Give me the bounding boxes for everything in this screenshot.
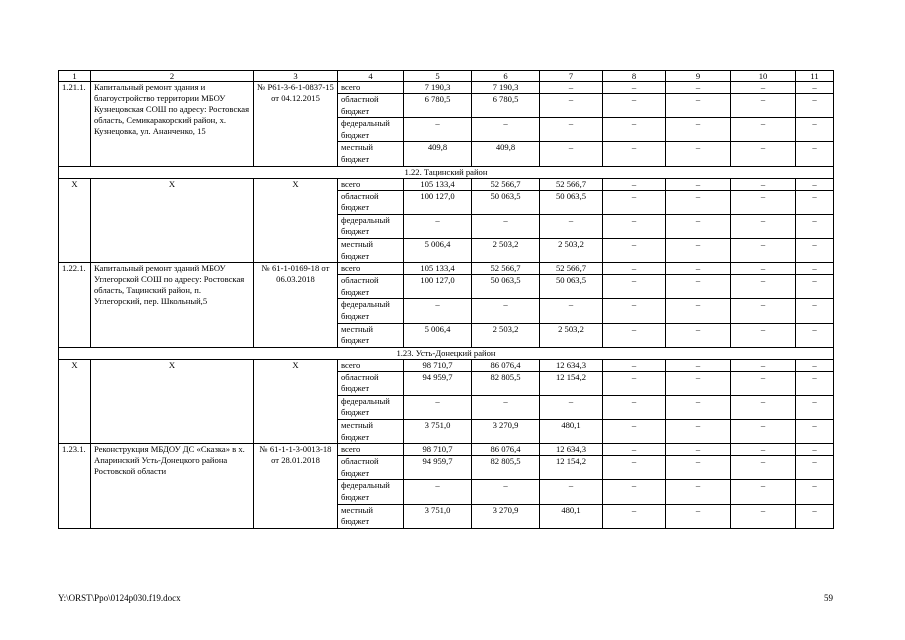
dash-cell: – <box>731 420 796 444</box>
budget-label: федеральный бюджет <box>338 480 404 504</box>
object-name: Капитальный ремонт здания и благоустройство территории МБОУ Кузнецовская СОШ по адресу: Ростовская область, Семикаракорский район, х. Кузнецовка, ул. Ананченко, 15 <box>91 82 254 167</box>
dash-cell: – <box>404 299 472 323</box>
budget-label: областной бюджет <box>338 275 404 299</box>
budget-label: всего <box>338 263 404 275</box>
object-name: Капитальный ремонт зданий МБОУ Углегорской СОШ по адресу: Ростовская область, Тацинский район, п. Углегорский, пер. Школьный,5 <box>91 263 254 348</box>
section-row <box>59 347 834 359</box>
dash-cell: – <box>666 480 731 504</box>
dash-cell: – <box>666 275 731 299</box>
x-marker: Х <box>254 359 338 444</box>
header-cell: 10 <box>731 71 796 82</box>
dash-cell: – <box>731 178 796 190</box>
dash-cell: – <box>666 263 731 275</box>
value-cell: 2 503,2 <box>540 238 603 262</box>
value-cell: 5 006,4 <box>404 323 472 347</box>
value-cell: 52 566,7 <box>472 263 540 275</box>
budget-label: местный бюджет <box>338 420 404 444</box>
budget-label: областной бюджет <box>338 190 404 214</box>
dash-cell: – <box>731 142 796 166</box>
dash-cell: – <box>472 118 540 142</box>
budget-label: федеральный бюджет <box>338 299 404 323</box>
row-number: 1.21.1. <box>59 82 91 167</box>
dash-cell: – <box>731 299 796 323</box>
value-cell: 100 127,0 <box>404 190 472 214</box>
dash-cell: – <box>796 444 834 456</box>
dash-cell: – <box>796 371 834 395</box>
value-cell: 12 634,3 <box>540 444 603 456</box>
budget-table <box>58 70 834 529</box>
value-cell: 52 566,7 <box>540 178 603 190</box>
dash-cell: – <box>603 214 666 238</box>
dash-cell: – <box>603 359 666 371</box>
table-row <box>59 359 834 371</box>
dash-cell: – <box>472 214 540 238</box>
dash-cell: – <box>603 118 666 142</box>
value-cell: 6 780,5 <box>472 94 540 118</box>
dash-cell: – <box>731 94 796 118</box>
header-cell: 8 <box>603 71 666 82</box>
dash-cell: – <box>666 456 731 480</box>
dash-cell: – <box>666 395 731 419</box>
dash-cell: – <box>731 395 796 419</box>
dash-cell: – <box>472 480 540 504</box>
dash-cell: – <box>603 142 666 166</box>
dash-cell: – <box>796 238 834 262</box>
row-number: 1.23.1. <box>59 444 91 529</box>
dash-cell: – <box>666 238 731 262</box>
budget-label: федеральный бюджет <box>338 214 404 238</box>
dash-cell: – <box>666 214 731 238</box>
dash-cell: – <box>666 190 731 214</box>
budget-label: местный бюджет <box>338 142 404 166</box>
value-cell: 105 133,4 <box>404 263 472 275</box>
header-cell: 5 <box>404 71 472 82</box>
budget-label: местный бюджет <box>338 323 404 347</box>
value-cell: 98 710,7 <box>404 359 472 371</box>
dash-cell: – <box>603 82 666 94</box>
dash-cell: – <box>666 94 731 118</box>
dash-cell: – <box>472 299 540 323</box>
value-cell: 2 503,2 <box>472 238 540 262</box>
dash-cell: – <box>666 118 731 142</box>
budget-label: областной бюджет <box>338 456 404 480</box>
header-cell: 11 <box>796 71 834 82</box>
header-cell: 1 <box>59 71 91 82</box>
document-ref: № Р61-3-6-1-0837-15 от 04.12.2015 <box>254 82 338 167</box>
dash-cell: – <box>796 480 834 504</box>
dash-cell: – <box>731 456 796 480</box>
header-cell: 6 <box>472 71 540 82</box>
dash-cell: – <box>796 456 834 480</box>
dash-cell: – <box>540 395 603 419</box>
value-cell: 480,1 <box>540 504 603 528</box>
dash-cell: – <box>603 456 666 480</box>
dash-cell: – <box>731 118 796 142</box>
value-cell: 3 270,9 <box>472 420 540 444</box>
dash-cell: – <box>540 118 603 142</box>
value-cell: 50 063,5 <box>472 190 540 214</box>
dash-cell: – <box>603 395 666 419</box>
header-cell: 7 <box>540 71 603 82</box>
dash-cell: – <box>796 299 834 323</box>
dash-cell: – <box>540 142 603 166</box>
budget-label: местный бюджет <box>338 504 404 528</box>
dash-cell: – <box>603 420 666 444</box>
budget-label: федеральный бюджет <box>338 118 404 142</box>
dash-cell: – <box>603 371 666 395</box>
table-row <box>59 82 834 94</box>
dash-cell: – <box>603 323 666 347</box>
dash-cell: – <box>731 82 796 94</box>
dash-cell: – <box>666 142 731 166</box>
dash-cell: – <box>472 395 540 419</box>
budget-label: всего <box>338 444 404 456</box>
dash-cell: – <box>796 395 834 419</box>
value-cell: 94 959,7 <box>404 456 472 480</box>
dash-cell: – <box>603 238 666 262</box>
value-cell: 86 076,4 <box>472 359 540 371</box>
dash-cell: – <box>796 263 834 275</box>
dash-cell: – <box>666 444 731 456</box>
dash-cell: – <box>540 299 603 323</box>
dash-cell: – <box>796 214 834 238</box>
dash-cell: – <box>731 359 796 371</box>
x-marker: Х <box>254 178 338 263</box>
value-cell: 50 063,5 <box>472 275 540 299</box>
value-cell: 94 959,7 <box>404 371 472 395</box>
footer-file-path: Y:\ORST\Ppo\0124p030.f19.docx <box>58 593 181 603</box>
dash-cell: – <box>603 190 666 214</box>
table-row <box>59 178 834 190</box>
x-marker: Х <box>91 359 254 444</box>
dash-cell: – <box>796 275 834 299</box>
value-cell: 2 503,2 <box>540 323 603 347</box>
budget-label: областной бюджет <box>338 371 404 395</box>
value-cell: 82 805,5 <box>472 456 540 480</box>
value-cell: 82 805,5 <box>472 371 540 395</box>
dash-cell: – <box>731 263 796 275</box>
value-cell: 105 133,4 <box>404 178 472 190</box>
object-name: Реконструкция МБДОУ ДС «Сказка» в х. Апаринский Усть-Донецкого района Ростовской области <box>91 444 254 529</box>
document-ref: № 61-1-0169-18 от 06.03.2018 <box>254 263 338 348</box>
value-cell: 52 566,7 <box>540 263 603 275</box>
value-cell: 3 751,0 <box>404 420 472 444</box>
budget-label: местный бюджет <box>338 238 404 262</box>
dash-cell: – <box>603 504 666 528</box>
value-cell: 5 006,4 <box>404 238 472 262</box>
dash-cell: – <box>731 371 796 395</box>
dash-cell: – <box>796 359 834 371</box>
dash-cell: – <box>540 94 603 118</box>
value-cell: 7 190,3 <box>404 82 472 94</box>
dash-cell: – <box>731 444 796 456</box>
row-number: 1.22.1. <box>59 263 91 348</box>
value-cell: 52 566,7 <box>472 178 540 190</box>
value-cell: 98 710,7 <box>404 444 472 456</box>
value-cell: 3 751,0 <box>404 504 472 528</box>
table-row <box>59 263 834 275</box>
value-cell: 12 154,2 <box>540 456 603 480</box>
dash-cell: – <box>666 178 731 190</box>
dash-cell: – <box>404 480 472 504</box>
document-ref: № 61-1-1-3-0013-18 от 28.01.2018 <box>254 444 338 529</box>
dash-cell: – <box>666 371 731 395</box>
section-title: 1.23. Усть-Донецкий район <box>59 347 834 359</box>
dash-cell: – <box>666 323 731 347</box>
dash-cell: – <box>666 359 731 371</box>
section-title: 1.22. Тацинский район <box>59 166 834 178</box>
table-row <box>59 444 834 456</box>
dash-cell: – <box>731 275 796 299</box>
dash-cell: – <box>731 480 796 504</box>
value-cell: 409,8 <box>404 142 472 166</box>
budget-label: всего <box>338 82 404 94</box>
dash-cell: – <box>796 190 834 214</box>
dash-cell: – <box>796 504 834 528</box>
value-cell: 50 063,5 <box>540 275 603 299</box>
dash-cell: – <box>731 214 796 238</box>
header-cell: 9 <box>666 71 731 82</box>
dash-cell: – <box>796 94 834 118</box>
dash-cell: – <box>404 395 472 419</box>
budget-label: федеральный бюджет <box>338 395 404 419</box>
x-marker: Х <box>91 178 254 263</box>
dash-cell: – <box>796 178 834 190</box>
header-cell: 4 <box>338 71 404 82</box>
dash-cell: – <box>796 82 834 94</box>
dash-cell: – <box>603 275 666 299</box>
dash-cell: – <box>404 214 472 238</box>
x-marker: Х <box>59 178 91 263</box>
dash-cell: – <box>796 323 834 347</box>
value-cell: 7 190,3 <box>472 82 540 94</box>
value-cell: 480,1 <box>540 420 603 444</box>
dash-cell: – <box>603 178 666 190</box>
dash-cell: – <box>731 190 796 214</box>
table-header-row <box>59 71 834 82</box>
value-cell: 12 634,3 <box>540 359 603 371</box>
dash-cell: – <box>603 444 666 456</box>
section-row <box>59 166 834 178</box>
dash-cell: – <box>603 480 666 504</box>
dash-cell: – <box>666 299 731 323</box>
dash-cell: – <box>540 82 603 94</box>
page-number: 59 <box>824 593 833 603</box>
header-cell: 3 <box>254 71 338 82</box>
dash-cell: – <box>666 504 731 528</box>
dash-cell: – <box>540 480 603 504</box>
dash-cell: – <box>540 214 603 238</box>
dash-cell: – <box>796 142 834 166</box>
value-cell: 6 780,5 <box>404 94 472 118</box>
dash-cell: – <box>603 299 666 323</box>
budget-label: всего <box>338 178 404 190</box>
value-cell: 100 127,0 <box>404 275 472 299</box>
dash-cell: – <box>731 238 796 262</box>
dash-cell: – <box>404 118 472 142</box>
value-cell: 86 076,4 <box>472 444 540 456</box>
value-cell: 2 503,2 <box>472 323 540 347</box>
budget-label: областной бюджет <box>338 94 404 118</box>
dash-cell: – <box>731 504 796 528</box>
header-cell: 2 <box>91 71 254 82</box>
dash-cell: – <box>796 420 834 444</box>
dash-cell: – <box>731 323 796 347</box>
budget-label: всего <box>338 359 404 371</box>
dash-cell: – <box>603 94 666 118</box>
dash-cell: – <box>666 82 731 94</box>
value-cell: 409,8 <box>472 142 540 166</box>
value-cell: 50 063,5 <box>540 190 603 214</box>
value-cell: 12 154,2 <box>540 371 603 395</box>
value-cell: 3 270,9 <box>472 504 540 528</box>
dash-cell: – <box>666 420 731 444</box>
dash-cell: – <box>603 263 666 275</box>
x-marker: Х <box>59 359 91 444</box>
dash-cell: – <box>796 118 834 142</box>
